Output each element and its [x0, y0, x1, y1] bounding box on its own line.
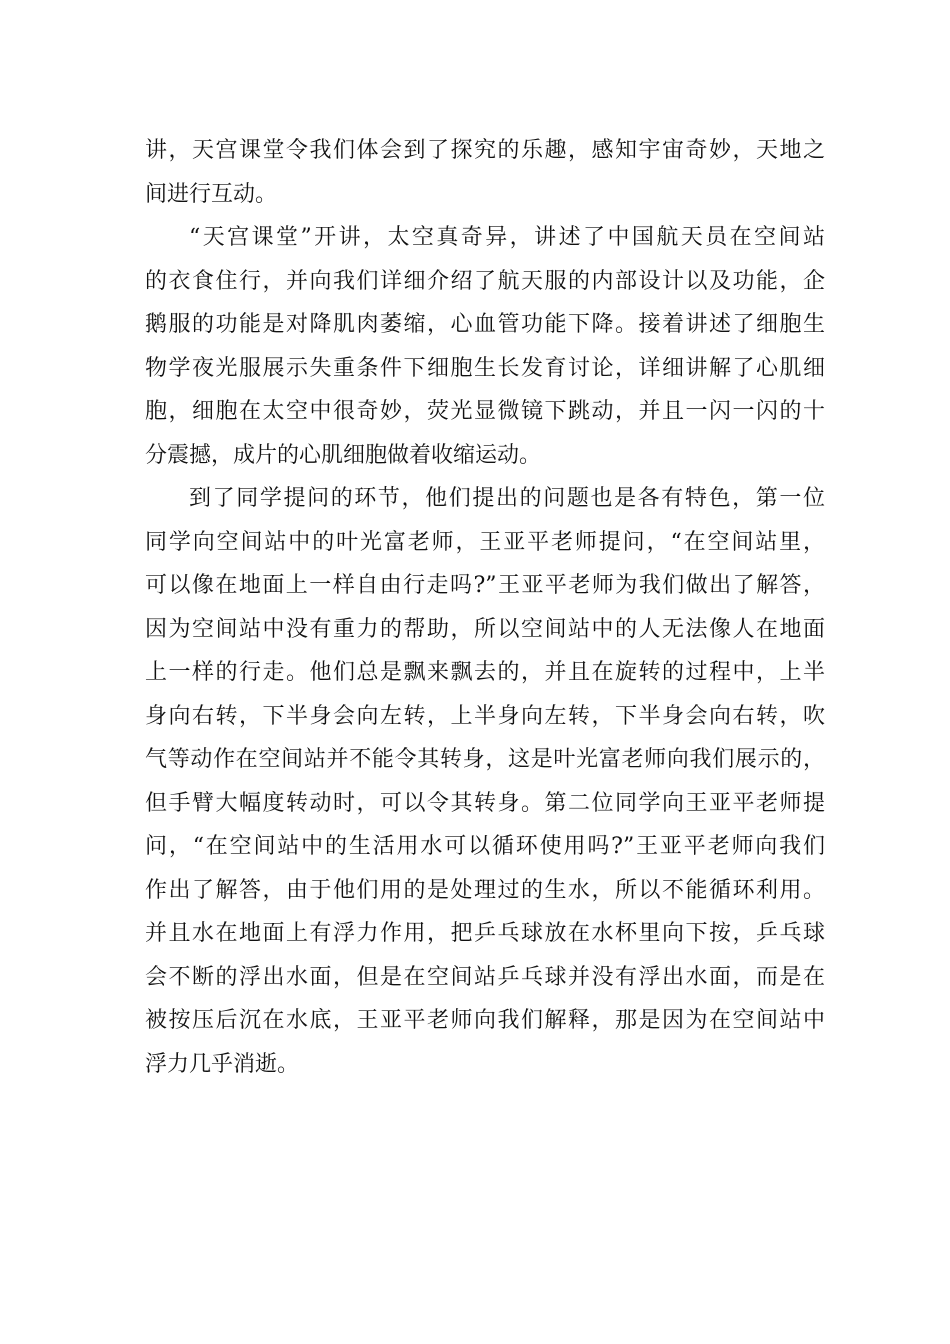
text-line: 讲，天宫课堂令我们体会到了探究的乐趣，感知宇宙奇妙，天地之	[145, 138, 825, 163]
text-line: 分震撼，成片的心肌细胞做着收缩运动。	[145, 442, 542, 468]
text-line: “天宫课堂”开讲，太空真奇异，讲述了中国航天员在空间站	[189, 225, 825, 250]
text-line: 但手臂大幅度转动时，可以令其转身。第二位同学向王亚平老师提	[145, 790, 825, 816]
text-line: 作出了解答，由于他们用的是处理过的生水，所以不能循环利用。	[145, 877, 825, 903]
text-line: 的衣食住行，并向我们详细介绍了航天服的内部设计以及功能，企	[145, 268, 825, 294]
text-line: 鹅服的功能是对降肌肉萎缩，心血管功能下降。接着讲述了细胞生	[145, 312, 825, 337]
text-line: 身向右转，下半身会向左转，上半身向左转，下半身会向右转，吹	[145, 703, 825, 729]
text-line: 物学夜光服展示失重条件下细胞生长发育讨论，详细讲解了心肌细	[145, 355, 825, 381]
text-line: 上一样的行走。他们总是飘来飘去的，并且在旋转的过程中，上半	[145, 660, 825, 685]
text-line: 同学向空间站中的叶光富老师，王亚平老师提问，“在空间站里，	[145, 529, 825, 555]
text-line: 浮力几乎消逝。	[145, 1051, 300, 1077]
text-line: 间进行互动。	[145, 181, 278, 207]
text-line: 会不断的浮出水面，但是在空间站乒乓球并没有浮出水面，而是在	[145, 964, 825, 990]
text-line: 并且水在地面上有浮力作用，把乒乓球放在水杯里向下按，乒乓球	[145, 921, 825, 946]
text-line: 问，“在空间站中的生活用水可以循环使用吗?”王亚平老师向我们	[145, 834, 825, 859]
body-text	[145, 129, 825, 1086]
text-line: 因为空间站中没有重力的帮助，所以空间站中的人无法像人在地面	[145, 616, 825, 642]
text-line: 到了同学提问的环节，他们提出的问题也是各有特色，第一位	[189, 486, 825, 511]
text-line: 胞，细胞在太空中很奇妙，荧光显微镜下跳动，并且一闪一闪的十	[145, 399, 825, 424]
text-line: 可以像在地面上一样自由行走吗?”王亚平老师为我们做出了解答，	[145, 573, 825, 598]
text-line: 气等动作在空间站并不能令其转身，这是叶光富老师向我们展示的，	[145, 747, 825, 772]
text-line: 被按压后沉在水底，王亚平老师向我们解释，那是因为在空间站中	[145, 1008, 825, 1033]
